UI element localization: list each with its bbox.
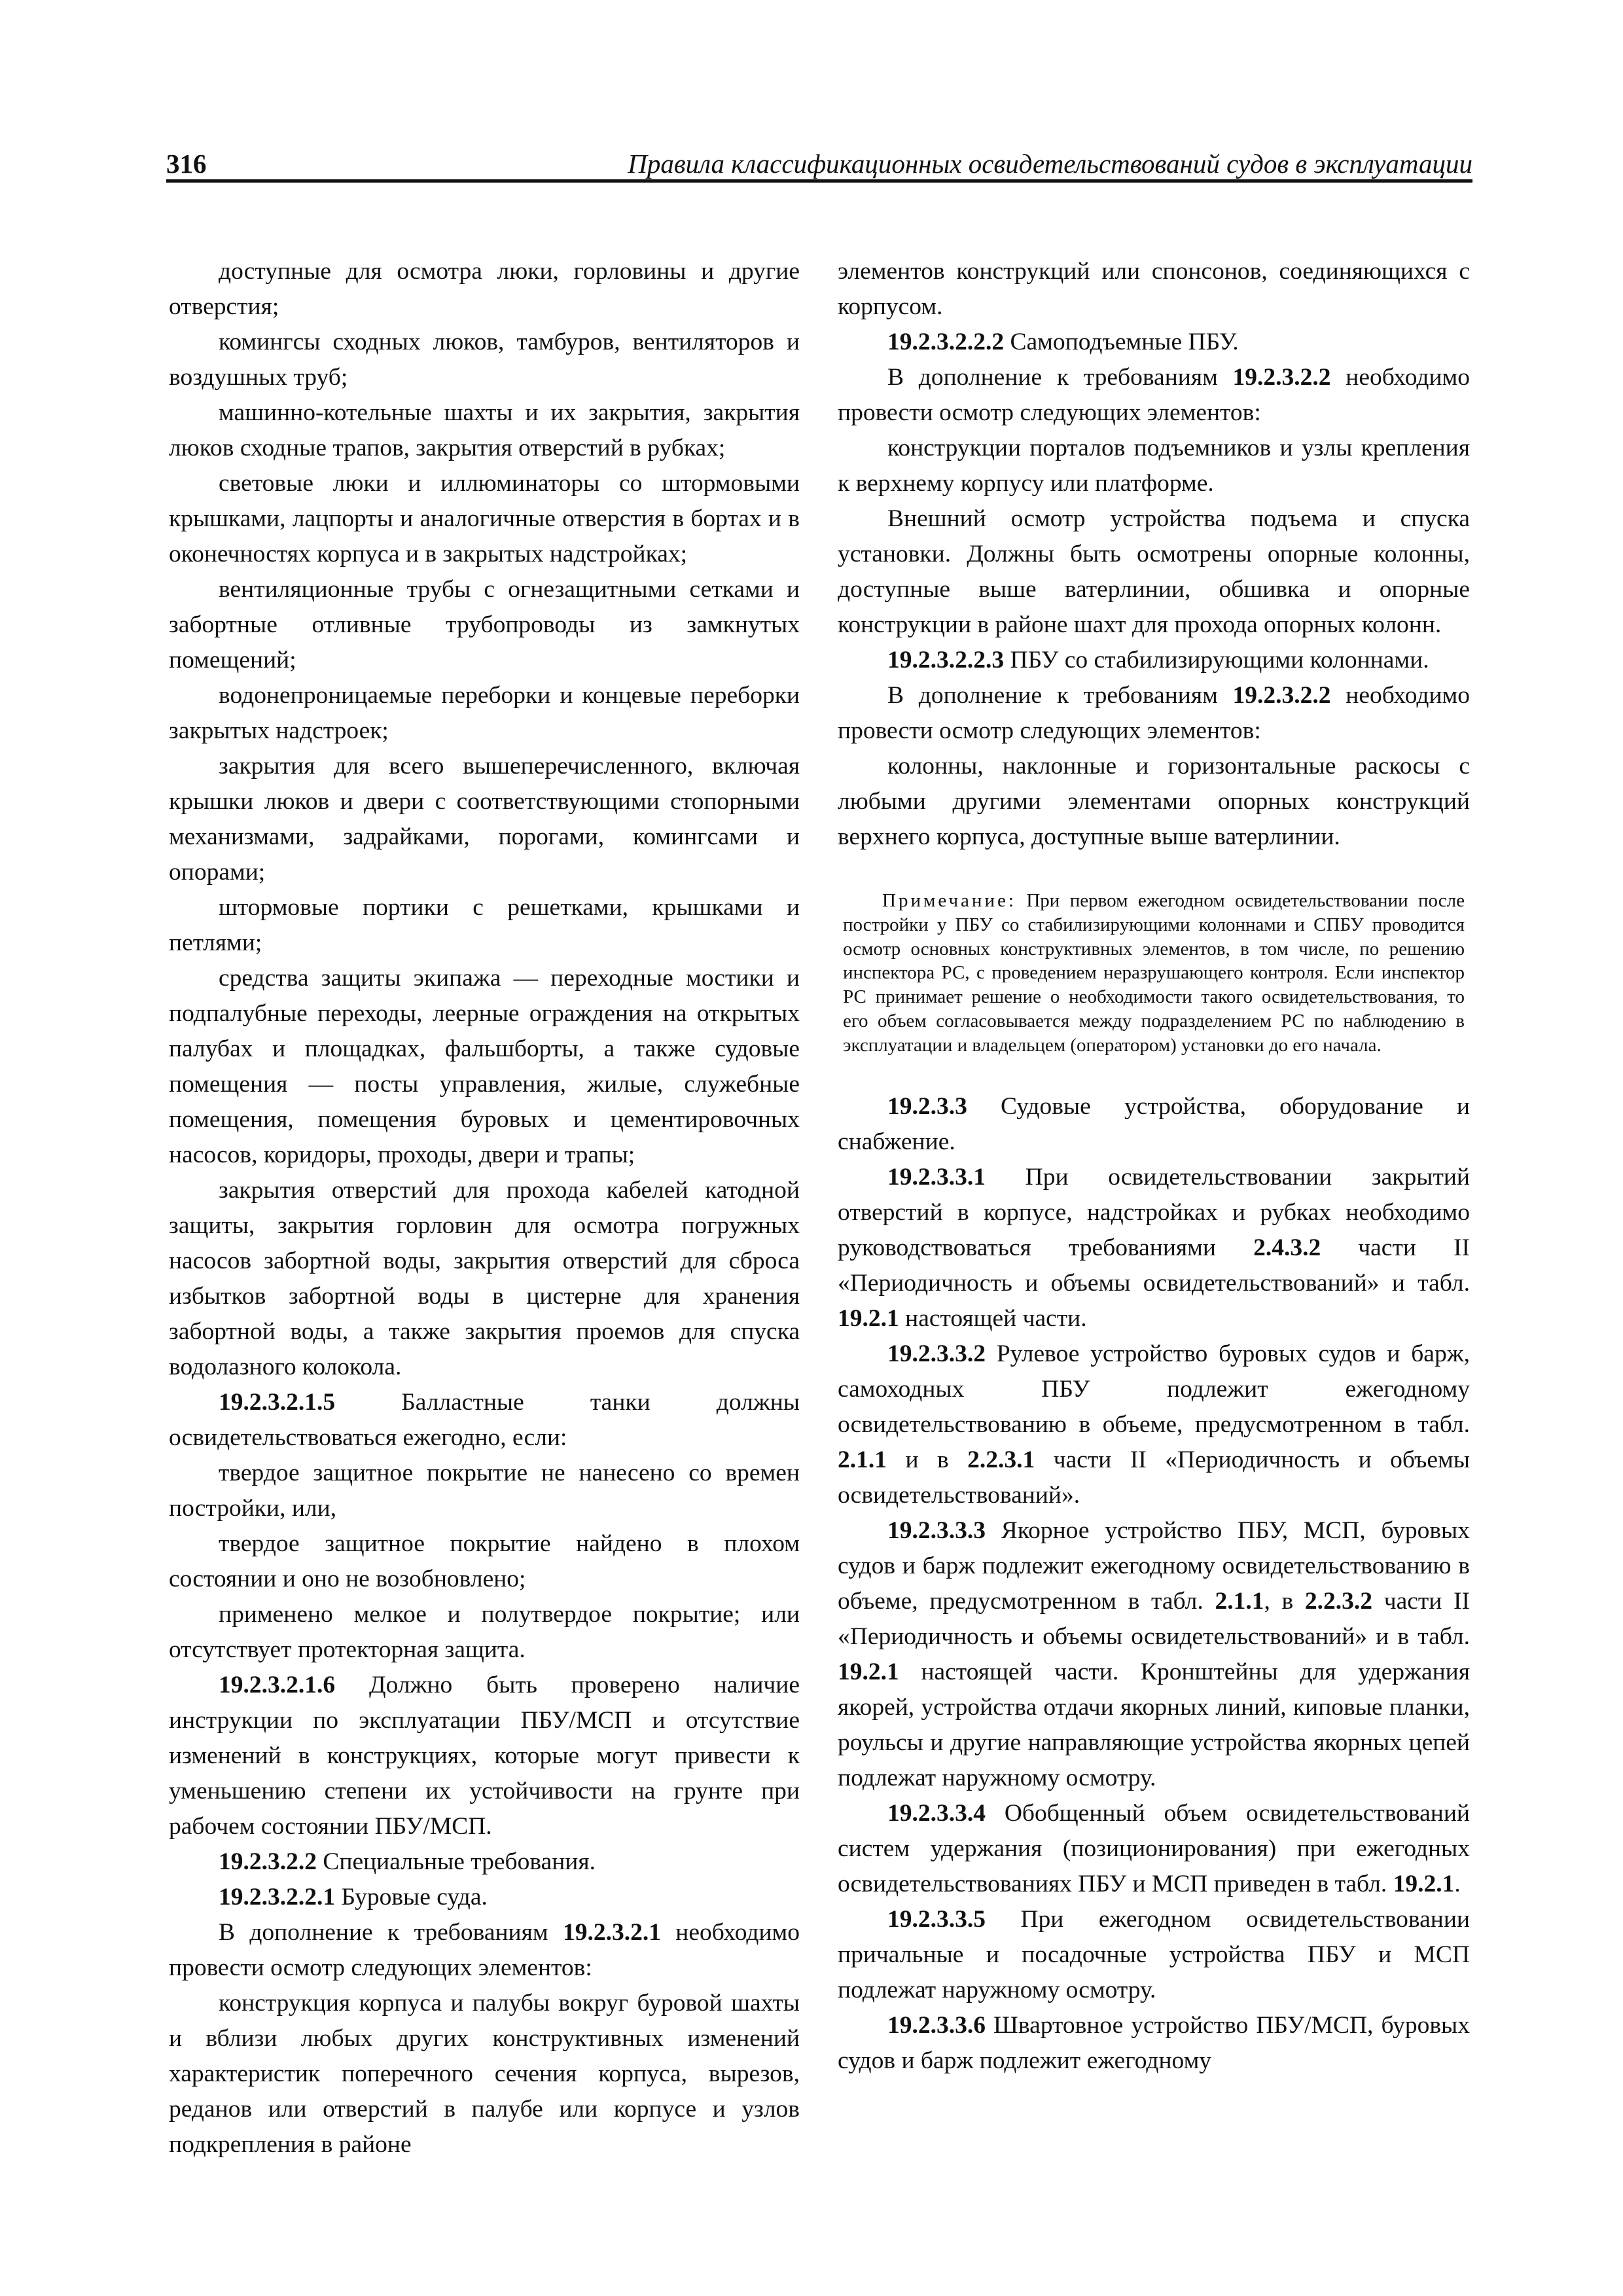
clause-number: 19.2.3.3.6: [887, 2011, 986, 2039]
paragraph-text: Рулевое устройство буровых судов и барж, самоходных ПБУ подлежит ежегодному освидетельствованию в объеме, предусмотренном в табл.: [838, 1340, 1470, 1438]
paragraph: [169, 1880, 800, 1915]
clause-number: 19.2.3.2.2.3: [887, 647, 1005, 673]
paragraph: [169, 1385, 800, 1456]
paragraph: [169, 1173, 800, 1385]
paragraph: [838, 1796, 1470, 1902]
paragraph-text: необходимо провести осмотр следующих элементов:: [169, 1919, 800, 1981]
paragraph: [169, 466, 800, 572]
paragraph-text: .: [1454, 1870, 1461, 1897]
clause-number: 2.1.1: [1215, 1587, 1264, 1615]
note-text: При первом ежегодном освидетельствовании после постройки у ПБУ со стабилизирующими колоннами и СПБУ проводится осмотр основных конструктивных элементов, в том числе, по решению инспектора РС, с проведением неразрушающего контроля. Если инспектор РС принимает решение о необходимости такого освидетельствования, то его объем согласовывается между подразделением РС по наблюдению в эксплуатации и владельцем (оператором) установки до его начала.: [843, 890, 1465, 1056]
paragraph-text: комингсы сходных люков, тамбуров, вентиляторов и воздушных труб;: [169, 329, 800, 391]
paragraph: [838, 749, 1470, 855]
clause-number: 19.2.3.3.3: [887, 1516, 986, 1544]
paragraph-text: конструкции порталов подъемников и узлы крепления к верхнему корпусу или платформе.: [838, 435, 1470, 497]
paragraph-text: колонны, наклонные и горизонтальные раскосы с любыми другими элементами опорных конструкций верхнего корпуса, доступные выше ватерлинии.: [838, 753, 1470, 850]
clause-number: 19.2.3.2.1: [562, 1919, 661, 1946]
paragraph: [838, 1336, 1470, 1513]
paragraph: [169, 325, 800, 395]
paragraph-text: необходимо провести осмотр следующих элементов:: [838, 364, 1471, 426]
clause-number: 19.2.3.3.4: [887, 1799, 986, 1827]
clause-number: 19.2.3.2.2.1: [219, 1884, 336, 1910]
paragraph-text: В дополнение к требованиям: [219, 1919, 563, 1946]
clause-number: 19.2.1: [838, 1304, 899, 1332]
paragraph: [838, 325, 1470, 360]
clause-number: 19.2.3.2.2: [1232, 682, 1331, 709]
paragraph: [838, 360, 1470, 431]
clause-number: 19.2.3.3.1: [887, 1163, 986, 1191]
paragraph-text: Судовые устройства, оборудование и снабжение.: [838, 1092, 1470, 1155]
paragraph: [838, 643, 1470, 678]
paragraph-text: штормовые портики с решетками, крышками и петлями;: [169, 894, 800, 956]
clause-number: 19.2.3.3: [887, 1092, 967, 1120]
note: [843, 889, 1465, 1058]
clause-number: 19.2.3.3.5: [887, 1905, 986, 1933]
paragraph: [838, 1089, 1470, 1160]
right-column-top: [838, 254, 1470, 855]
paragraph-text: конструкция корпуса и палубы вокруг буровой шахты и вблизи любых других конструктивных изменений характеристик поперечного сечения корпуса, вырезов, реданов или отверстий в палубе или корпусе и узлов подкрепления в районе: [169, 1990, 800, 2158]
paragraph-text: и в: [887, 1446, 968, 1473]
paragraph-text: При ежегодном освидетельствовании причальные и посадочные устройства ПБУ и МСП подлежат наружному осмотру.: [838, 1905, 1470, 2003]
paragraph-text: При освидетельствовании закрытий отверстий в корпусе, надстройках и рубках необходимо руководствоваться требованиями: [838, 1163, 1470, 1261]
paragraph-text: Самоподъемные ПБУ.: [1004, 329, 1239, 355]
page-number: 316: [166, 149, 207, 179]
running-title: Правила классификационных освидетельствований судов в эксплуатации: [628, 149, 1472, 179]
paragraph: [169, 1668, 800, 1844]
paragraph-text: части II «Периодичность и объемы освидетельствований».: [838, 1446, 1470, 1509]
clause-number: 19.2.1: [838, 1658, 899, 1685]
clause-number: 2.4.3.2: [1253, 1234, 1321, 1261]
page-header: [166, 145, 1472, 182]
clause-number: 19.2.3.2.1.5: [219, 1389, 336, 1416]
paragraph: [838, 1513, 1470, 1796]
paragraph: [838, 1902, 1470, 2008]
clause-number: 19.2.3.2.2: [1232, 364, 1331, 391]
paragraph: [169, 749, 800, 890]
clause-number: 2.2.3.1: [967, 1446, 1035, 1473]
paragraph-text: доступные для осмотра люки, горловины и другие отверстия;: [169, 258, 800, 320]
paragraph-text: закрытия для всего вышеперечисленного, включая крышки люков и двери с соответствующими стопорными механизмами, задрайками, порогами, комингсами и опорами;: [169, 753, 800, 886]
paragraph-text: Буровые суда.: [335, 1884, 488, 1910]
paragraph: [169, 678, 800, 749]
paragraph: [169, 1597, 800, 1668]
paragraph: [838, 431, 1470, 501]
paragraph-text: части II «Периодичность и объемы освидетельствований» и табл.: [838, 1234, 1470, 1297]
paragraph: [838, 501, 1470, 643]
right-column-bottom: [838, 1089, 1470, 2079]
paragraph: [169, 1986, 800, 2162]
clause-number: 19.2.3.2.2: [219, 1848, 317, 1875]
paragraph: [169, 254, 800, 325]
paragraph: [838, 254, 1470, 325]
clause-number: 19.2.3.2.1.6: [219, 1672, 336, 1698]
paragraph-text: твердое защитное покрытие не нанесено со времен постройки, или,: [169, 1460, 800, 1522]
paragraph-text: , в: [1264, 1587, 1305, 1615]
paragraph-text: элементов конструкций или спонсонов, соединяющихся с корпусом.: [838, 258, 1470, 320]
clause-number: 2.1.1: [838, 1446, 887, 1473]
paragraph-text: закрытия отверстий для прохода кабелей катодной защиты, закрытия горловин для осмотра погружных насосов забортной воды, закрытия отверстий для сброса избытков забортной воды в цистерне для хранения забортной воды, а также закрытия проемов для спуска водолазного колокола.: [169, 1177, 800, 1380]
paragraph: [838, 1160, 1470, 1336]
paragraph-text: В дополнение к требованиям: [887, 682, 1233, 709]
paragraph-text: водонепроницаемые переборки и концевые переборки закрытых надстроек;: [169, 682, 800, 744]
paragraph-text: Обобщенный объем освидетельствований систем удержания (позиционирования) при ежегодных освидетельствованиях ПБУ и МСП приведен в табл.: [838, 1799, 1470, 1897]
paragraph-text: настоящей части.: [899, 1304, 1087, 1332]
paragraph-text: средства защиты экипажа — переходные мостики и подпалубные переходы, леерные ограждения на открытых палубах и площадках, фальшборты, а также судовые помещения — посты управления, жилые, служебные помещения, помещения буровых и цементировочных насосов, коридоры, проходы, двери и трапы;: [169, 965, 800, 1168]
paragraph-text: машинно-котельные шахты и их закрытия, закрытия люков сходные трапов, закрытия отверстий в рубках;: [169, 399, 800, 461]
paragraph-text: Специальные требования.: [317, 1848, 596, 1875]
paragraph-text: вентиляционные трубы с огнезащитными сетками и забортные отливные трубопроводы из замкнутых помещений;: [169, 576, 800, 673]
paragraph: [169, 890, 800, 961]
paragraph: [169, 395, 800, 466]
paragraph-text: световые люки и иллюминаторы со штормовыми крышками, лацпорты и аналогичные отверстия в бортах и в оконечностях корпуса и в закрытых надстройках;: [169, 470, 800, 567]
paragraph: [169, 961, 800, 1173]
paragraph-text: ПБУ со стабилизирующими колоннами.: [1004, 647, 1429, 673]
paragraph-text: твердое защитное покрытие найдено в плохом состоянии и оно не возобновлено;: [169, 1530, 800, 1592]
paragraph: [169, 1526, 800, 1597]
paragraph-text: Швартовное устройство ПБУ/МСП, буровых судов и барж подлежит ежегодному: [838, 2011, 1470, 2074]
note-label: Примечание:: [882, 890, 1016, 911]
paragraph: [838, 678, 1470, 749]
paragraph-text: необходимо провести осмотр следующих элементов:: [838, 682, 1471, 744]
paragraph-text: Якорное устройство ПБУ, МСП, буровых судов и барж подлежит ежегодному освидетельствованию в объеме, предусмотренном в табл.: [838, 1516, 1470, 1615]
paragraph-text: Балластные танки должны освидетельствоваться ежегодно, если:: [169, 1389, 800, 1451]
header-rule: [166, 179, 1472, 183]
left-column: [169, 254, 800, 2162]
right-column: [838, 254, 1470, 2079]
clause-number: 19.2.1: [1393, 1870, 1455, 1897]
paragraph-text: Должно быть проверено наличие инструкции по эксплуатации ПБУ/МСП и отсутствие изменений в конструкциях, которые могут привести к уменьшению степени их устойчивости на грунте при рабочем состоянии ПБУ/МСП.: [169, 1672, 800, 1840]
paragraph: [169, 1844, 800, 1880]
paragraph: [838, 2008, 1470, 2079]
paragraph: [169, 1915, 800, 1986]
clause-number: 19.2.3.2.2.2: [887, 329, 1005, 355]
paragraph-text: применено мелкое и полутвердое покрытие; или отсутствует протекторная защита.: [169, 1601, 800, 1663]
paragraph: [169, 572, 800, 678]
paragraph-text: части II «Периодичность и объемы освидетельствований» и в табл.: [838, 1587, 1470, 1650]
clause-number: 19.2.3.3.2: [887, 1340, 986, 1367]
paragraph-text: Внешний осмотр устройства подъема и спуска установки. Должны быть осмотрены опорные колонны, доступные выше ватерлинии, обшивка и опорные конструкции в районе шахт для прохода опорных колонн.: [838, 505, 1470, 638]
clause-number: 2.2.3.2: [1304, 1587, 1373, 1615]
paragraph: [169, 1456, 800, 1526]
paragraph-text: В дополнение к требованиям: [887, 364, 1233, 391]
paragraph-text: настоящей части. Кронштейны для удержания якорей, устройства отдачи якорных линий, киповые планки, роульсы и другие направляющие устройства якорных цепей подлежат наружному осмотру.: [838, 1658, 1470, 1791]
